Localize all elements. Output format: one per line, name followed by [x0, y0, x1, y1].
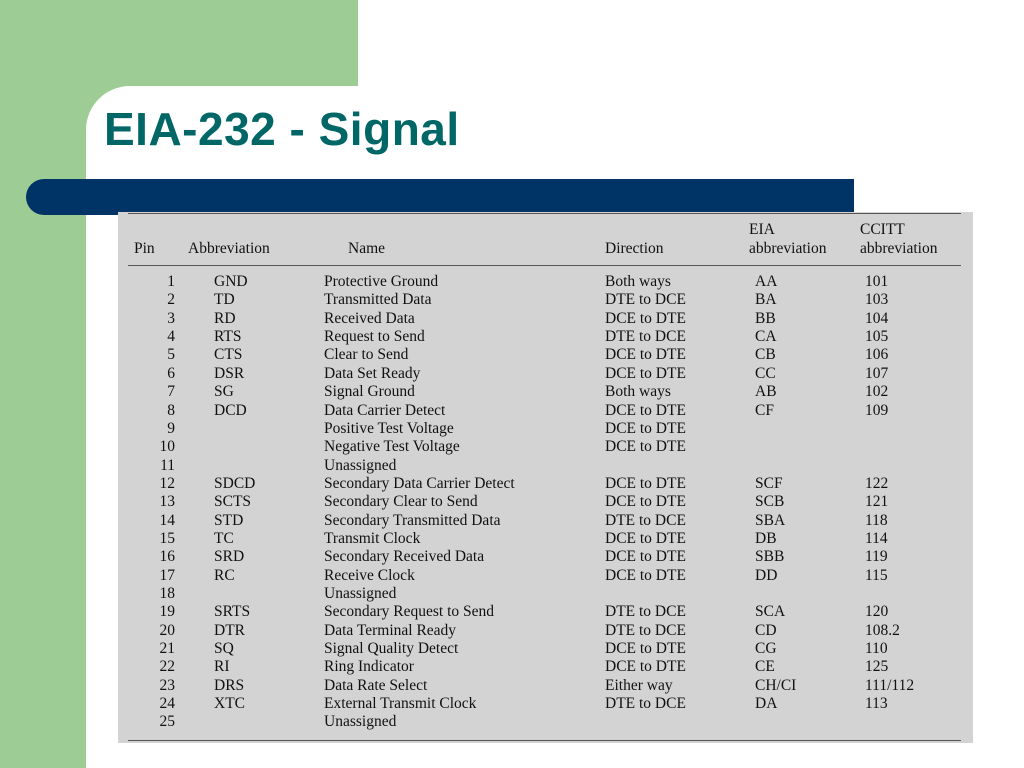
- slide-title: EIA-232 - Signal: [104, 103, 460, 155]
- header-name: Name: [348, 240, 386, 257]
- row-eia-abbreviation: SCA: [755, 603, 786, 621]
- row-name: Transmitted Data: [324, 291, 432, 309]
- table-top-rule: [128, 213, 961, 214]
- row-name: Secondary Transmitted Data: [324, 511, 501, 529]
- row-pin: 19: [159, 603, 175, 621]
- row-eia-abbreviation: AB: [755, 383, 777, 401]
- row-direction: DTE to DCE: [605, 328, 686, 346]
- row-abbreviation: SRTS: [214, 603, 251, 621]
- row-abbreviation: DTR: [214, 621, 245, 639]
- row-ccitt-abbreviation: 114: [865, 529, 888, 547]
- row-ccitt-abbreviation: 105: [865, 328, 889, 346]
- header-ccitt-line1: CCITT: [860, 221, 905, 238]
- header-ccitt-line2: abbreviation: [860, 240, 938, 257]
- row-direction: DTE to DCE: [605, 291, 686, 309]
- table-bottom-rule: [128, 740, 961, 741]
- row-direction: DCE to DTE: [605, 309, 686, 327]
- row-abbreviation: RTS: [214, 328, 242, 346]
- row-name: Data Set Ready: [324, 364, 421, 382]
- row-abbreviation: TC: [214, 529, 234, 547]
- row-abbreviation: STD: [214, 511, 244, 529]
- row-direction: DTE to DCE: [605, 603, 686, 621]
- row-pin: 20: [159, 621, 175, 639]
- row-abbreviation: DCD: [214, 401, 247, 419]
- row-pin: 10: [159, 438, 175, 456]
- row-eia-abbreviation: CA: [755, 328, 777, 346]
- title-underline-bar: [26, 179, 854, 215]
- row-pin: 25: [159, 713, 175, 731]
- row-ccitt-abbreviation: 109: [865, 401, 889, 419]
- row-abbreviation: SCTS: [214, 493, 252, 511]
- row-abbreviation: GND: [214, 273, 248, 290]
- row-name: Clear to Send: [324, 346, 409, 364]
- row-direction: DCE to DTE: [605, 548, 686, 566]
- row-abbreviation: SDCD: [214, 474, 256, 492]
- row-pin: 22: [159, 658, 175, 676]
- row-name: Secondary Clear to Send: [324, 493, 478, 511]
- row-name: Ring Indicator: [324, 658, 414, 676]
- row-ccitt-abbreviation: 125: [865, 658, 889, 676]
- row-abbreviation: TD: [214, 291, 235, 309]
- row-pin: 15: [159, 529, 175, 547]
- row-ccitt-abbreviation: 118: [865, 511, 888, 529]
- row-name: Request to Send: [324, 328, 425, 346]
- row-direction: DTE to DCE: [605, 511, 686, 529]
- row-eia-abbreviation: AA: [755, 273, 778, 290]
- row-abbreviation: CTS: [214, 346, 243, 364]
- row-pin: 24: [159, 695, 175, 712]
- row-ccitt-abbreviation: 102: [865, 383, 889, 401]
- row-name: Signal Ground: [324, 383, 415, 401]
- row-name: Secondary Received Data: [324, 548, 485, 566]
- row-pin: 1: [167, 273, 175, 290]
- row-pin: 11: [160, 456, 175, 474]
- row-direction: DCE to DTE: [605, 658, 686, 676]
- row-direction: DCE to DTE: [605, 364, 686, 382]
- row-abbreviation: RI: [214, 658, 230, 676]
- row-ccitt-abbreviation: 110: [865, 640, 888, 657]
- header-eia-line2: abbreviation: [749, 240, 827, 257]
- row-direction: Either way: [605, 676, 673, 694]
- row-direction: DCE to DTE: [605, 419, 686, 437]
- row-eia-abbreviation: CE: [755, 658, 775, 676]
- row-name: Secondary Request to Send: [324, 603, 495, 621]
- row-abbreviation: DRS: [214, 676, 245, 694]
- row-ccitt-abbreviation: 119: [865, 548, 888, 566]
- header-abbreviation: Abbreviation: [188, 240, 270, 257]
- row-abbreviation: DSR: [214, 364, 245, 382]
- row-eia-abbreviation: SCB: [755, 493, 785, 511]
- row-eia-abbreviation: DD: [755, 566, 778, 584]
- row-eia-abbreviation: SBA: [755, 511, 786, 529]
- row-direction: DCE to DTE: [605, 474, 686, 492]
- header-eia-line1: EIA: [749, 221, 775, 238]
- row-pin: 12: [159, 474, 175, 492]
- row-name: Protective Ground: [324, 273, 439, 290]
- row-name: Transmit Clock: [324, 529, 421, 547]
- row-abbreviation: XTC: [214, 695, 245, 712]
- row-name: External Transmit Clock: [324, 695, 477, 712]
- row-direction: DCE to DTE: [605, 438, 686, 456]
- row-pin: 6: [167, 364, 175, 382]
- row-pin: 17: [159, 566, 175, 584]
- row-pin: 23: [159, 676, 175, 694]
- row-eia-abbreviation: DB: [755, 529, 777, 547]
- table-header-rule: [128, 265, 961, 266]
- row-eia-abbreviation: DA: [755, 695, 778, 712]
- row-ccitt-abbreviation: 122: [865, 474, 889, 492]
- row-eia-abbreviation: SCF: [755, 474, 783, 492]
- row-direction: DTE to DCE: [605, 695, 686, 712]
- row-name: Unassigned: [324, 585, 397, 602]
- row-pin: 8: [167, 401, 175, 419]
- row-pin: 2: [167, 291, 175, 309]
- row-direction: DCE to DTE: [605, 493, 686, 511]
- row-name: Data Rate Select: [324, 676, 428, 694]
- header-direction: Direction: [605, 240, 664, 257]
- row-ccitt-abbreviation: 115: [865, 566, 888, 584]
- row-pin: 9: [167, 419, 175, 437]
- row-name: Secondary Data Carrier Detect: [324, 474, 515, 492]
- row-ccitt-abbreviation: 121: [865, 493, 889, 511]
- row-abbreviation: SG: [214, 383, 234, 401]
- row-name: Data Terminal Ready: [324, 621, 457, 639]
- row-eia-abbreviation: SBB: [755, 548, 785, 566]
- row-ccitt-abbreviation: 103: [865, 291, 889, 309]
- row-ccitt-abbreviation: 101: [865, 273, 889, 290]
- row-direction: DCE to DTE: [605, 346, 686, 364]
- row-direction: DTE to DCE: [605, 621, 686, 639]
- row-ccitt-abbreviation: 104: [865, 309, 889, 327]
- row-name: Signal Quality Detect: [324, 640, 459, 657]
- row-eia-abbreviation: CG: [755, 640, 777, 657]
- row-abbreviation: RC: [214, 566, 235, 584]
- row-eia-abbreviation: CB: [755, 346, 776, 364]
- row-abbreviation: SRD: [214, 548, 245, 566]
- row-pin: 21: [159, 640, 175, 657]
- row-direction: DCE to DTE: [605, 401, 686, 419]
- row-name: Data Carrier Detect: [324, 401, 446, 419]
- row-eia-abbreviation: CF: [755, 401, 774, 419]
- row-eia-abbreviation: CH/CI: [755, 676, 797, 694]
- row-ccitt-abbreviation: 107: [865, 364, 889, 382]
- row-abbreviation: RD: [214, 309, 236, 327]
- row-name: Unassigned: [324, 713, 397, 731]
- row-pin: 5: [167, 346, 175, 364]
- header-pin: Pin: [134, 240, 155, 257]
- row-direction: DCE to DTE: [605, 529, 686, 547]
- row-pin: 14: [159, 511, 175, 529]
- row-ccitt-abbreviation: 106: [865, 346, 889, 364]
- row-pin: 3: [167, 309, 175, 327]
- row-direction: Both ways: [605, 383, 671, 401]
- row-direction: DCE to DTE: [605, 566, 686, 584]
- row-pin: 4: [167, 328, 175, 346]
- row-name: Receive Clock: [324, 566, 415, 584]
- row-direction: Both ways: [605, 273, 671, 290]
- row-ccitt-abbreviation: 113: [865, 695, 888, 712]
- row-direction: DCE to DTE: [605, 640, 686, 657]
- row-ccitt-abbreviation: 120: [865, 603, 889, 621]
- row-pin: 13: [159, 493, 175, 511]
- row-pin: 16: [159, 548, 175, 566]
- row-pin: 7: [167, 383, 175, 401]
- row-ccitt-abbreviation: 108.2: [865, 621, 900, 639]
- row-name: Unassigned: [324, 456, 397, 474]
- row-name: Received Data: [324, 309, 415, 327]
- row-ccitt-abbreviation: 111/112: [865, 676, 915, 694]
- row-eia-abbreviation: BB: [755, 309, 776, 327]
- row-eia-abbreviation: BA: [755, 291, 777, 309]
- row-eia-abbreviation: CC: [755, 364, 776, 382]
- row-pin: 18: [159, 585, 175, 602]
- row-name: Positive Test Voltage: [324, 419, 454, 437]
- row-eia-abbreviation: CD: [755, 621, 777, 639]
- row-name: Negative Test Voltage: [324, 438, 460, 456]
- row-abbreviation: SQ: [214, 640, 234, 657]
